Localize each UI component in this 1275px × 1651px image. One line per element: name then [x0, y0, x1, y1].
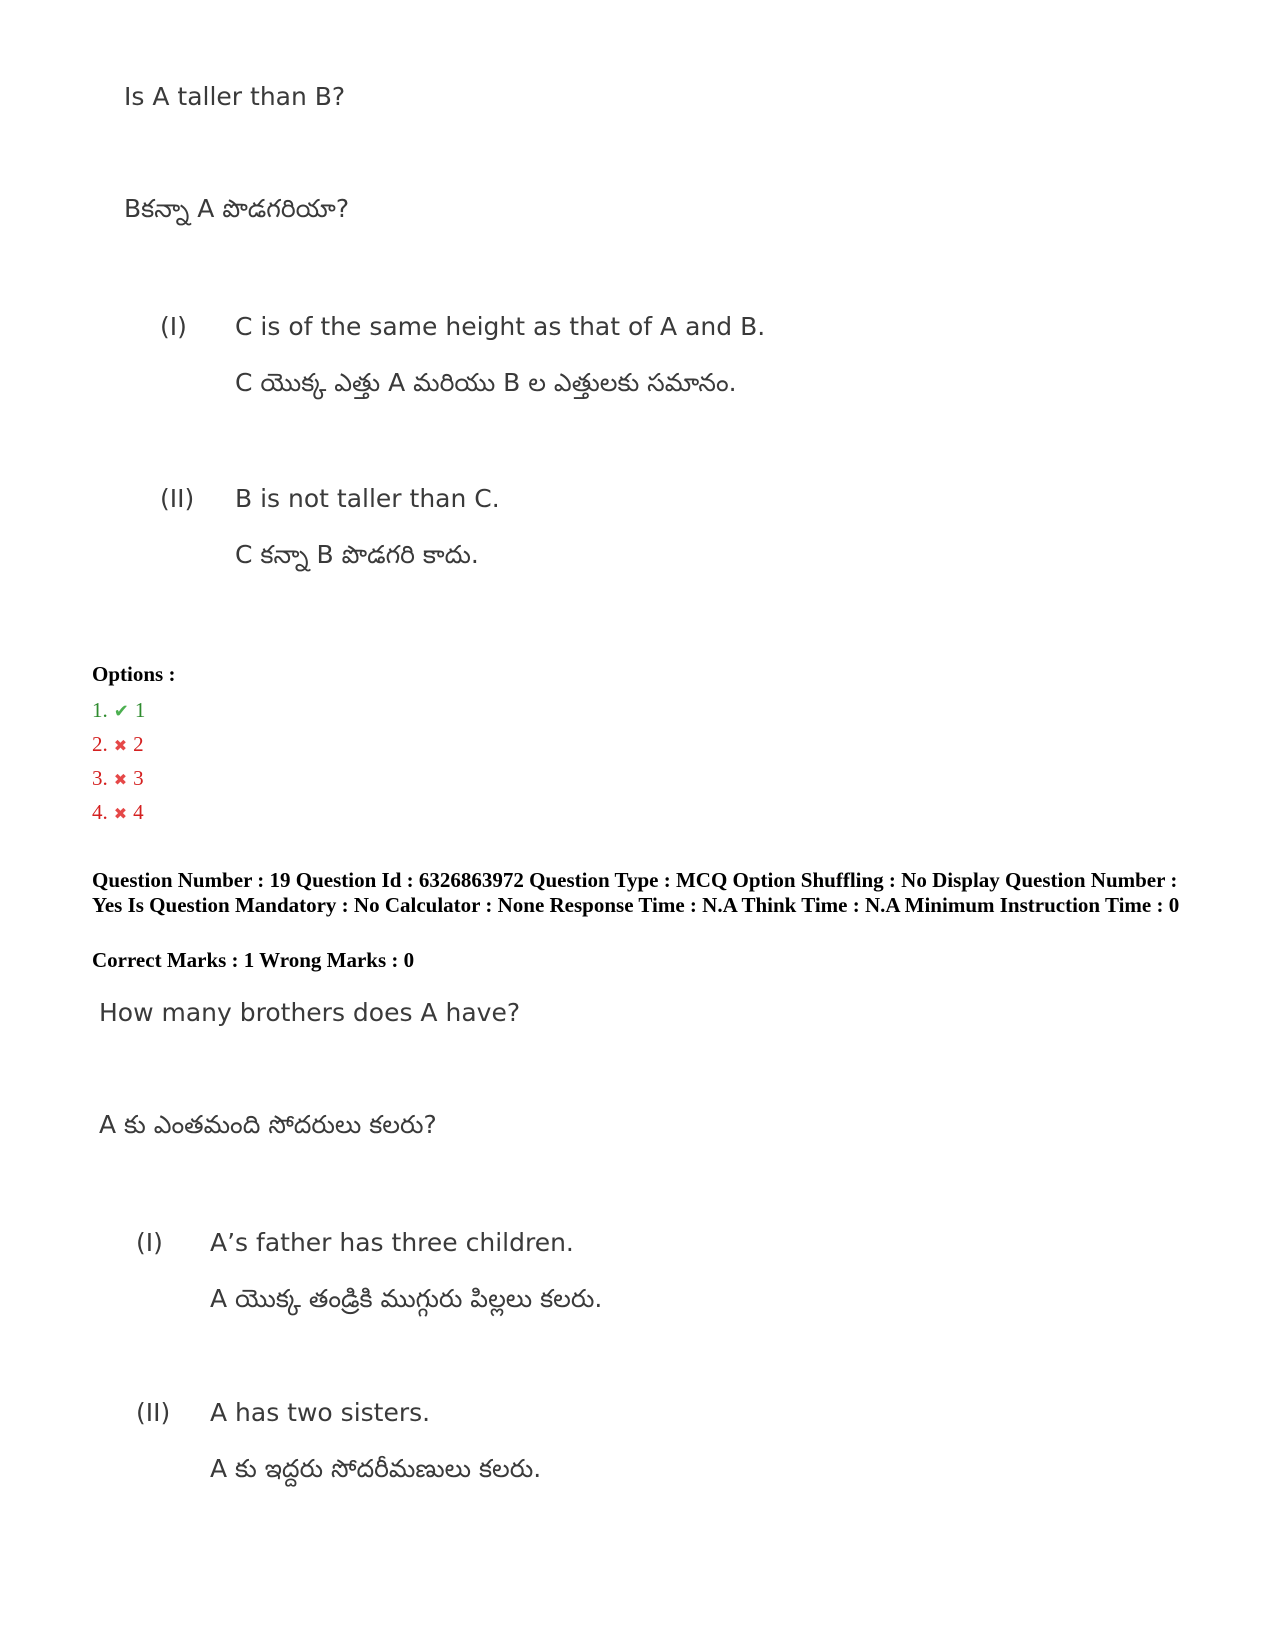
statement-2-english: A has two sisters.: [210, 1398, 431, 1427]
option-4-value: 4: [133, 800, 144, 824]
option-1-number: 1.: [92, 698, 108, 722]
statement-2-telugu: A కు ఇద్దరు సోదరీమణులు కలరు.: [210, 1454, 542, 1483]
statement-1-number: (I): [160, 312, 187, 341]
statement-1-english: A’s father has three children.: [210, 1228, 574, 1257]
option-4: [92, 795, 175, 829]
statement-1-english: C is of the same height as that of A and B.: [235, 312, 766, 341]
question-1-english: Is A taller than B?: [124, 82, 346, 111]
question-marks: Correct Marks : 1 Wrong Marks : 0: [92, 948, 415, 972]
option-1-value: 1: [134, 698, 146, 722]
option-3-number: 3.: [92, 766, 108, 790]
question-2-english: How many brothers does A have?: [99, 998, 521, 1027]
option-3: [92, 761, 175, 795]
option-2-number: 2.: [92, 732, 108, 756]
option-1: [92, 693, 175, 727]
statement-2-telugu: C కన్నా B పొడగరి కాదు.: [235, 540, 479, 569]
option-3-value: 3: [133, 766, 144, 790]
statement-2-english: B is not taller than C.: [235, 484, 500, 513]
question-2-telugu: A కు ఎంతమంది సోదరులు కలరు?: [99, 1110, 437, 1139]
cross-icon: ✖: [113, 738, 128, 755]
options-title: Options :: [92, 662, 176, 686]
question-2-image: [0, 980, 1275, 1500]
cross-icon: ✖: [113, 806, 128, 823]
option-4-number: 4.: [92, 800, 108, 824]
statement-2-number: (II): [136, 1398, 171, 1427]
question-1-telugu: Bకన్నా A పొడగరియా?: [124, 194, 350, 223]
question-details: Question Number : 19 Question Id : 6326863972 Question Type : MCQ Option Shuffling : No Display Question Number : Yes Is Question Mandatory : No Calculator : None Response Time : N.A Think Time : N.A Minimum Instruction Time : 0: [92, 868, 1180, 917]
statement-1-number: (I): [136, 1228, 163, 1257]
statement-1-telugu: C యొక్క ఎత్తు A మరియు B ల ఎత్తులకు సమానం.: [235, 368, 737, 397]
check-icon: ✔: [113, 701, 129, 721]
options-list: [92, 662, 175, 829]
option-2-value: 2: [133, 732, 144, 756]
statement-2-number: (II): [160, 484, 195, 513]
question-1-image: [0, 0, 1275, 620]
option-2: [92, 727, 175, 761]
cross-icon: ✖: [113, 772, 128, 789]
statement-1-telugu: A యొక్క తండ్రికి ముగ్గురు పిల్లలు కలరు.: [210, 1284, 603, 1313]
